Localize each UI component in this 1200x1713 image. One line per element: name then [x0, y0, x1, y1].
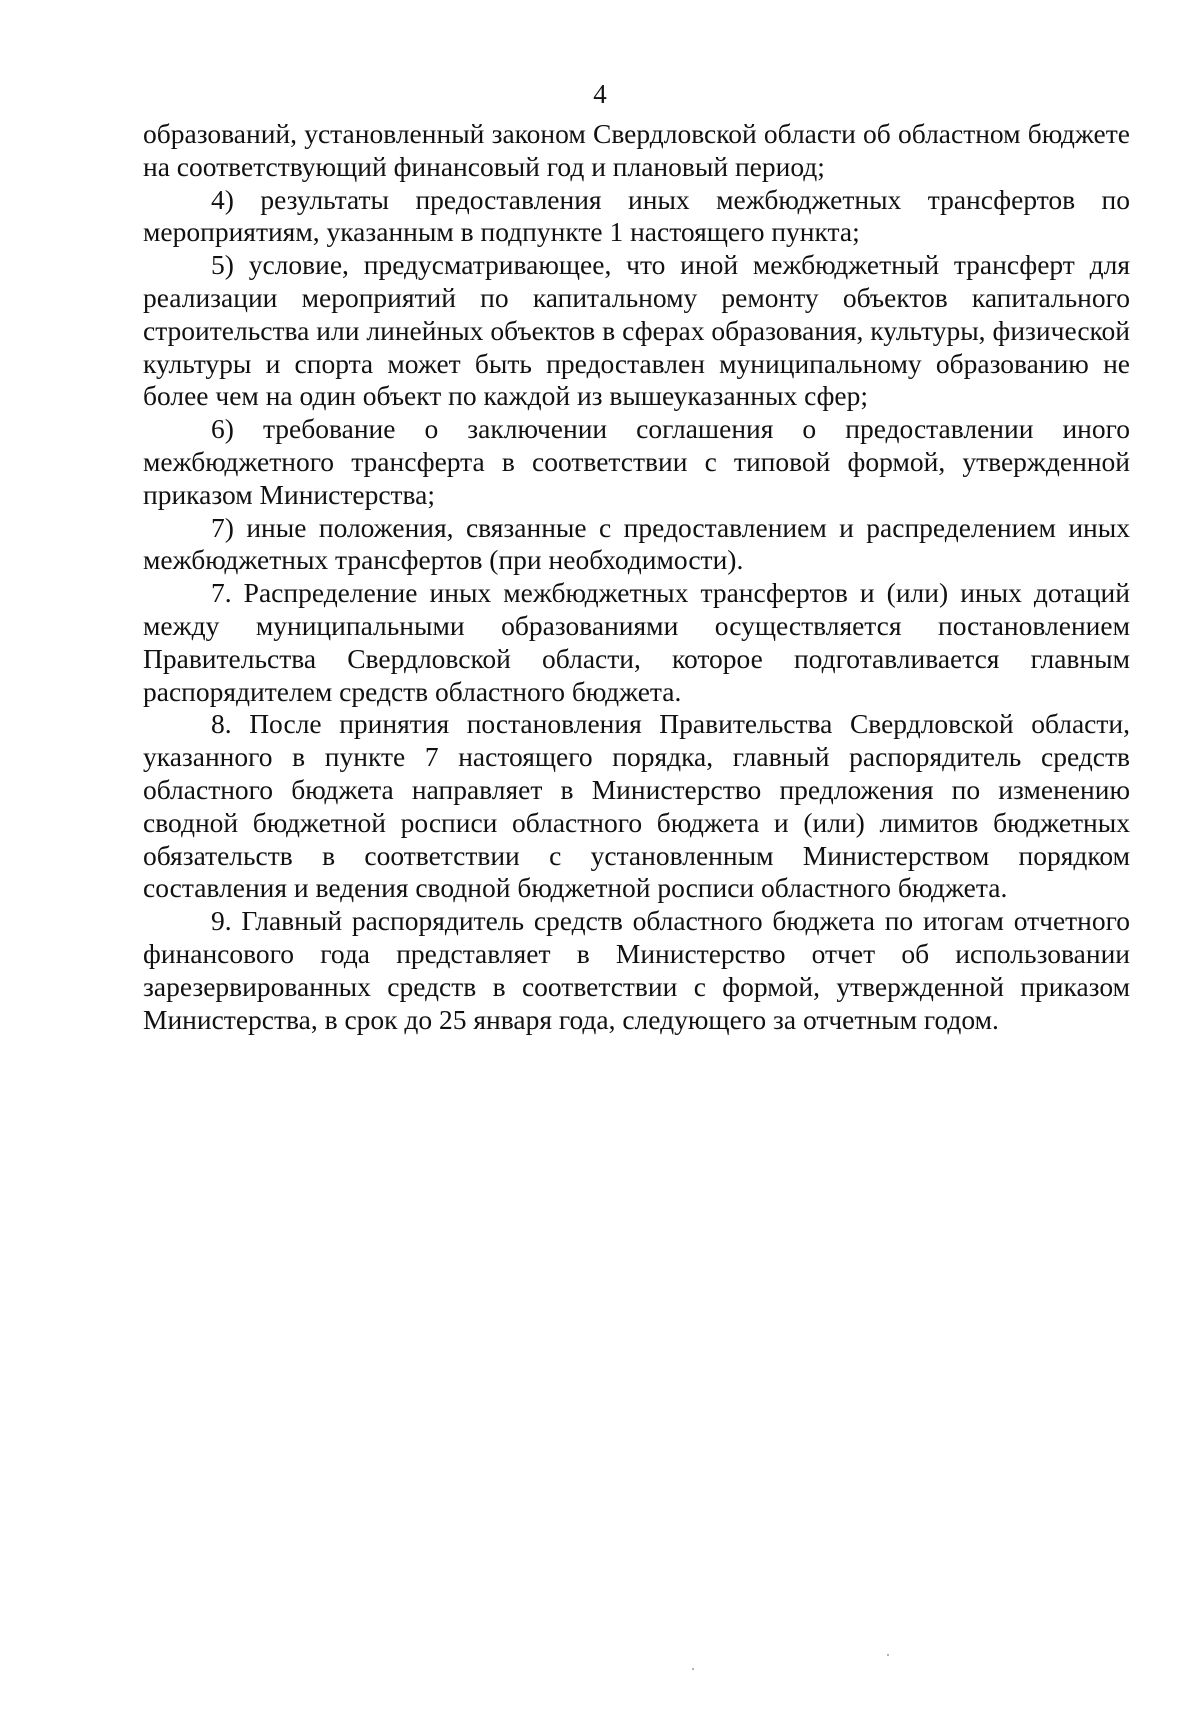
document-body	[143, 118, 1130, 1036]
paragraph-continuation: образований, установленный законом Свердловской области об областном бюджете на соответствующий финансовый год и плановый период;	[143, 118, 1130, 182]
paragraph-item-5: 5) условие, предусматривающее, что иной межбюджетный трансферт для реализации мероприятий по капитальному ремонту объектов капитального строительства или линейных объектов в сферах образования, культуры, физической культуры и спорта может быть предоставлен муниципальному образованию не более чем на один объект по каждой из вышеуказанных сфер;	[143, 249, 1130, 412]
paragraph-clause-9: 9. Главный распорядитель средств областного бюджета по итогам отчетного финансового года представляет в Министерство отчет об использовании зарезервированных средств в соответствии с формой, утвержденной приказом Министерства, в срок до 25 января года, следующего за отчетным годом.	[143, 905, 1130, 1035]
paragraph-item-7-subpoint: 7) иные положения, связанные с предоставлением и распределением иных межбюджетных трансфертов (при необходимости).	[143, 511, 1130, 576]
paragraph-item-6: 6) требование о заключении соглашения о предоставлении иного межбюджетного трансферта в соответствии с типовой формой, утвержденной приказом Министерства;	[143, 413, 1130, 510]
paragraph-clause-8: 8. После принятия постановления Правительства Свердловской области, указанного в пункте 7 настоящего порядка, главный распорядитель средств областного бюджета направляет в Министерство предложения по изменению сводной бюджетной росписи областного бюджета и (или) лимитов бюджетных обязательств в соответствии с установленным Министерством порядком составления и ведения сводной бюджетной росписи областного бюджета.	[143, 708, 1130, 904]
scan-speck	[692, 1668, 694, 1670]
paragraph-clause-7: 7. Распределение иных межбюджетных трансфертов и (или) иных дотаций между муниципальными образованиями осуществляется постановлением Правительства Свердловской области, которое подготавливается главным распорядителем средств областного бюджета.	[143, 577, 1130, 707]
paragraph-item-4: 4) результаты предоставления иных межбюджетных трансфертов по мероприятиям, указанным в подпункте 1 настоящего пункта;	[143, 183, 1130, 248]
scan-speck	[887, 1654, 889, 1656]
page-number: 4	[593, 79, 607, 109]
